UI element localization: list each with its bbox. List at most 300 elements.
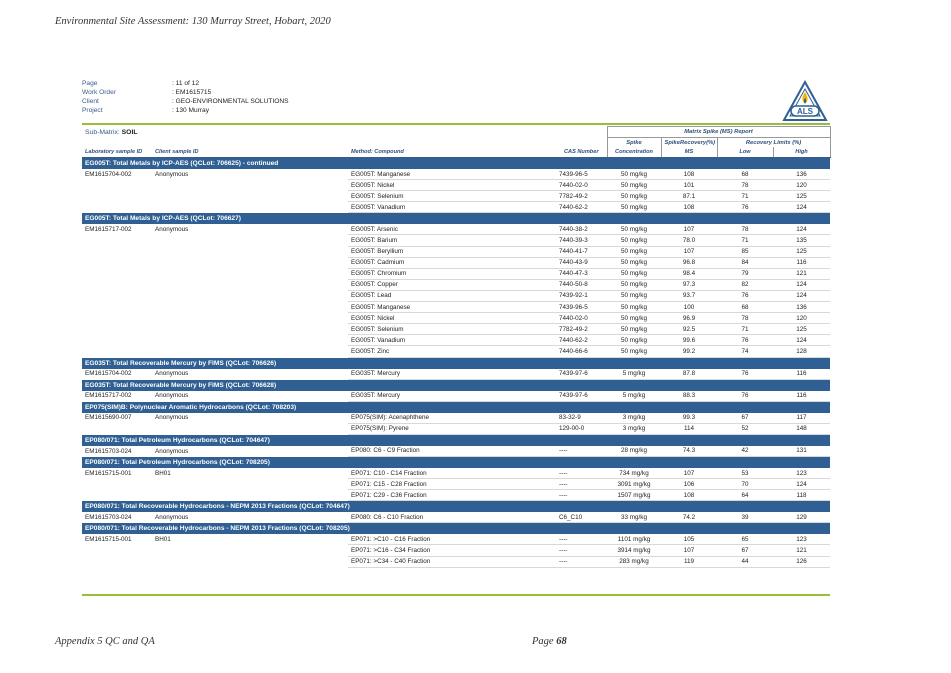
table-row	[82, 180, 830, 191]
lab-id-cell	[82, 279, 152, 290]
lab-id-cell: EM1615715-001	[85, 469, 132, 477]
table-row	[82, 224, 830, 235]
cas-cell: 7439-96-5	[556, 169, 607, 180]
table-row	[82, 346, 830, 357]
table-row	[82, 279, 830, 290]
header-row-mid	[82, 138, 830, 148]
concentration-cell: 33 mg/kg	[607, 512, 661, 523]
section-title: EP080/071: Total Petroleum Hydrocarbons (QCLot: 704647)	[82, 434, 830, 446]
client-id-cell	[152, 235, 348, 246]
lab-id-cell	[82, 346, 152, 357]
header-ms: MS	[661, 147, 717, 158]
concentration-cell: 3 mg/kg	[607, 423, 661, 434]
method-cell: EG035T: Mercury	[348, 369, 556, 380]
high-cell: 124	[773, 202, 830, 213]
client-id-cell	[152, 202, 348, 213]
ms-cell: 107	[661, 545, 717, 556]
ms-cell: 106	[661, 479, 717, 490]
high-cell: 121	[773, 545, 830, 556]
ms-cell: 107	[661, 468, 717, 479]
table-row	[82, 534, 830, 545]
cas-cell: ----	[556, 545, 607, 556]
section-header-row	[82, 434, 830, 446]
method-cell: EG005T: Cadmium	[348, 257, 556, 268]
concentration-cell: 5 mg/kg	[607, 369, 661, 380]
header-cas: CAS Number	[556, 147, 607, 158]
table-row	[82, 191, 830, 202]
header-concentration: Concentration	[607, 147, 661, 158]
low-cell: 76	[717, 335, 773, 346]
method-cell: EG005T: Selenium	[348, 324, 556, 335]
concentration-cell: 734 mg/kg	[607, 468, 661, 479]
lab-id-cell	[82, 313, 152, 324]
section-title: EP080/071: Total Recoverable Hydrocarbons - NEPM 2013 Fractions (QCLot: 704647)	[82, 501, 830, 513]
ms-cell: 99.3	[661, 413, 717, 424]
als-logo-icon	[782, 80, 828, 122]
table-row	[82, 369, 830, 380]
section-header-row	[82, 523, 830, 535]
low-cell: 39	[717, 512, 773, 523]
lab-id-cell: EM1615704-002	[85, 370, 132, 378]
header-high: High	[773, 147, 830, 158]
table-row	[82, 413, 830, 424]
low-cell: 70	[717, 479, 773, 490]
method-cell: EP071: >C34 - C40 Fraction	[348, 556, 556, 567]
document-footer-left: Appendix 5 QC and QA	[55, 636, 155, 647]
method-cell: EP071: >C10 - C16 Fraction	[348, 534, 556, 545]
high-cell: 124	[773, 290, 830, 301]
lab-id-cell	[82, 191, 152, 202]
header-row	[82, 147, 830, 158]
cas-cell: 7440-43-9	[556, 257, 607, 268]
high-cell: 116	[773, 369, 830, 380]
bottom-rule	[82, 594, 830, 596]
client-id-cell	[152, 313, 348, 324]
low-cell: 76	[717, 202, 773, 213]
ms-cell: 105	[661, 534, 717, 545]
cas-cell: 7440-39-3	[556, 235, 607, 246]
high-cell: 126	[773, 556, 830, 567]
concentration-cell: 50 mg/kg	[607, 268, 661, 279]
table-row	[82, 490, 830, 501]
table-row	[82, 545, 830, 556]
logo-text: ALS	[797, 107, 813, 116]
header-spike-recovery: SpikeRecovery(%)	[661, 138, 717, 148]
low-cell: 68	[717, 169, 773, 180]
high-cell: 118	[773, 490, 830, 501]
client-id-cell: BH01	[155, 536, 171, 544]
lab-id-cell	[82, 556, 152, 567]
table-row	[82, 235, 830, 246]
cas-cell: 7440-41-7	[556, 246, 607, 257]
lab-id-cell	[82, 246, 152, 257]
cas-cell: 7440-38-2	[556, 224, 607, 235]
concentration-cell: 1507 mg/kg	[607, 490, 661, 501]
table-row	[82, 169, 830, 180]
submatrix-value: SOIL	[121, 128, 138, 136]
low-cell: 68	[717, 302, 773, 313]
cas-cell: C6_C10	[556, 512, 607, 523]
ms-cell: 96.9	[661, 313, 717, 324]
lab-id-cell	[82, 324, 152, 335]
client-id-cell	[152, 479, 348, 490]
high-cell: 125	[773, 191, 830, 202]
footer-page-number: 68	[556, 636, 567, 647]
table-row	[82, 290, 830, 301]
qc-report	[82, 80, 830, 600]
report-meta	[82, 80, 289, 116]
cas-cell: 7440-66-6	[556, 346, 607, 357]
table-row	[82, 257, 830, 268]
meta-value: : EM1615715	[172, 89, 212, 96]
lab-id-cell	[82, 257, 152, 268]
low-cell: 64	[717, 490, 773, 501]
low-cell: 76	[717, 369, 773, 380]
method-cell: EP071: C10 - C14 Fraction	[348, 468, 556, 479]
high-cell: 125	[773, 324, 830, 335]
method-cell: EG005T: Nickel	[348, 313, 556, 324]
method-cell: EG005T: Barium	[348, 235, 556, 246]
ms-cell: 98.4	[661, 268, 717, 279]
method-cell: EG005T: Zinc	[348, 346, 556, 357]
header-method: Method: Compound	[348, 147, 556, 158]
ms-cell: 97.3	[661, 279, 717, 290]
lab-id-cell	[82, 423, 152, 434]
concentration-cell: 3091 mg/kg	[607, 479, 661, 490]
lab-id-cell	[82, 180, 152, 191]
meta-value: : 130 Murray	[172, 107, 210, 114]
low-cell: 67	[717, 413, 773, 424]
client-id-cell	[152, 279, 348, 290]
meta-row	[82, 98, 289, 107]
concentration-cell: 50 mg/kg	[607, 302, 661, 313]
high-cell: 124	[773, 224, 830, 235]
lab-id-cell: EM1615703-024	[85, 514, 132, 522]
method-cell: EG005T: Copper	[348, 279, 556, 290]
cas-cell: ----	[556, 490, 607, 501]
concentration-cell: 3914 mg/kg	[607, 545, 661, 556]
client-id-cell	[152, 324, 348, 335]
method-cell: EP071: C29 - C36 Fraction	[348, 490, 556, 501]
section-header-row	[82, 158, 830, 170]
method-cell: EG005T: Vanadium	[348, 335, 556, 346]
table-row	[82, 479, 830, 490]
concentration-cell: 50 mg/kg	[607, 346, 661, 357]
lab-id-cell: EM1615717-002	[85, 392, 132, 400]
table-body	[82, 158, 830, 568]
client-id-cell	[152, 556, 348, 567]
concentration-cell: 50 mg/kg	[607, 224, 661, 235]
method-cell: EG005T: Manganese	[348, 302, 556, 313]
high-cell: 116	[773, 391, 830, 402]
low-cell: 44	[717, 556, 773, 567]
ms-cell: 114	[661, 423, 717, 434]
low-cell: 65	[717, 534, 773, 545]
method-cell: EP080: C6 - C9 Fraction	[348, 446, 556, 457]
high-cell: 120	[773, 313, 830, 324]
concentration-cell: 50 mg/kg	[607, 290, 661, 301]
ms-cell: 99.6	[661, 335, 717, 346]
table-row	[82, 556, 830, 567]
method-cell: EP075(SIM): Acenaphthene	[348, 413, 556, 424]
header-spike: Spike	[607, 138, 661, 148]
client-id-cell	[152, 423, 348, 434]
table-row	[82, 246, 830, 257]
meta-row	[82, 80, 289, 89]
method-cell: EG035T: Mercury	[348, 391, 556, 402]
ms-cell: 108	[661, 490, 717, 501]
concentration-cell: 50 mg/kg	[607, 313, 661, 324]
top-rule	[82, 123, 830, 125]
client-id-cell	[152, 290, 348, 301]
client-id-cell: Anonymous	[155, 170, 189, 178]
lab-id-cell	[82, 302, 152, 313]
meta-value: : 11 of 12	[172, 80, 200, 87]
cas-cell: 7439-97-6	[556, 391, 607, 402]
concentration-cell: 28 mg/kg	[607, 446, 661, 457]
ms-cell: 74.2	[661, 512, 717, 523]
table-row	[82, 468, 830, 479]
high-cell: 121	[773, 268, 830, 279]
client-id-cell: Anonymous	[155, 514, 189, 522]
lab-id-cell	[82, 290, 152, 301]
client-id-cell	[152, 268, 348, 279]
concentration-cell: 50 mg/kg	[607, 324, 661, 335]
ms-cell: 78.0	[661, 235, 717, 246]
cas-cell: 7440-62-2	[556, 202, 607, 213]
method-cell: EG005T: Nickel	[348, 180, 556, 191]
method-cell: EG005T: Lead	[348, 290, 556, 301]
high-cell: 124	[773, 279, 830, 290]
ms-cell: 101	[661, 180, 717, 191]
header-lab-id: Laboratory sample ID	[82, 147, 152, 158]
ms-cell: 119	[661, 556, 717, 567]
table-row	[82, 202, 830, 213]
table-row	[82, 391, 830, 402]
ms-cell: 88.3	[661, 391, 717, 402]
concentration-cell: 50 mg/kg	[607, 335, 661, 346]
high-cell: 131	[773, 446, 830, 457]
lab-id-cell	[82, 545, 152, 556]
ms-cell: 87.8	[661, 369, 717, 380]
lab-id-cell	[82, 490, 152, 501]
cas-cell: ----	[556, 479, 607, 490]
meta-value: : GEO-ENVIRONMENTAL SOLUTIONS	[172, 98, 289, 105]
ms-cell: 99.2	[661, 346, 717, 357]
client-id-cell	[152, 545, 348, 556]
concentration-cell: 50 mg/kg	[607, 169, 661, 180]
client-id-cell	[152, 191, 348, 202]
low-cell: 85	[717, 246, 773, 257]
meta-label: Page	[82, 80, 98, 87]
ms-cell: 107	[661, 224, 717, 235]
section-title: EP080/071: Total Recoverable Hydrocarbons - NEPM 2013 Fractions (QCLot: 708205)	[82, 523, 830, 535]
lab-id-cell: EM1615715-001	[85, 536, 132, 544]
concentration-cell: 1101 mg/kg	[607, 534, 661, 545]
high-cell: 123	[773, 468, 830, 479]
section-title: EG005T: Total Metals by ICP-AES (QCLot: 706625) - continued	[82, 158, 830, 170]
low-cell: 84	[717, 257, 773, 268]
section-header-row	[82, 401, 830, 413]
table-row	[82, 324, 830, 335]
high-cell: 128	[773, 346, 830, 357]
table-row	[82, 313, 830, 324]
concentration-cell: 50 mg/kg	[607, 246, 661, 257]
low-cell: 78	[717, 313, 773, 324]
method-cell: EP075(SIM): Pyrene	[348, 423, 556, 434]
client-id-cell: BH01	[155, 469, 171, 477]
low-cell: 71	[717, 235, 773, 246]
low-cell: 76	[717, 391, 773, 402]
client-id-cell	[152, 346, 348, 357]
method-cell: EG005T: Beryllium	[348, 246, 556, 257]
high-cell: 129	[773, 512, 830, 523]
lab-id-cell	[82, 479, 152, 490]
high-cell: 136	[773, 169, 830, 180]
table-row	[82, 302, 830, 313]
meta-label: Client	[82, 98, 99, 105]
cas-cell: 7440-50-8	[556, 279, 607, 290]
table-row	[82, 268, 830, 279]
method-cell: EG005T: Selenium	[348, 191, 556, 202]
ms-cell: 87.1	[661, 191, 717, 202]
concentration-cell: 50 mg/kg	[607, 235, 661, 246]
header-low: Low	[717, 147, 773, 158]
cas-cell: 129-00-0	[556, 423, 607, 434]
lab-id-cell: EM1615690-007	[85, 414, 132, 422]
low-cell: 67	[717, 545, 773, 556]
meta-label: Work Order	[82, 89, 116, 96]
section-title: EP075(SIM)B: Polynuclear Aromatic Hydrocarbons (QCLot: 708203)	[82, 401, 830, 413]
client-id-cell	[152, 335, 348, 346]
cas-cell: ----	[556, 446, 607, 457]
header-recovery-limits: Recovery Limits (%)	[717, 138, 830, 148]
section-header-row	[82, 379, 830, 391]
section-title: EG035T: Total Recoverable Mercury by FIMS (QCLot: 706626)	[82, 357, 830, 369]
method-cell: EG005T: Chromium	[348, 268, 556, 279]
header-client-id: Client sample ID	[152, 147, 348, 158]
lab-id-cell	[82, 235, 152, 246]
concentration-cell: 5 mg/kg	[607, 391, 661, 402]
lab-id-cell	[82, 202, 152, 213]
ms-cell: 93.7	[661, 290, 717, 301]
client-id-cell	[152, 302, 348, 313]
high-cell: 123	[773, 534, 830, 545]
lab-id-cell	[82, 268, 152, 279]
table-row	[82, 423, 830, 434]
ms-cell: 108	[661, 202, 717, 213]
lab-id-cell: EM1615717-002	[85, 226, 132, 234]
header-row-top	[82, 127, 830, 138]
client-id-cell: Anonymous	[155, 226, 189, 234]
footer-page-label: Page	[532, 636, 554, 647]
concentration-cell: 50 mg/kg	[607, 191, 661, 202]
client-id-cell	[152, 180, 348, 191]
client-id-cell: Anonymous	[155, 447, 189, 455]
ms-cell: 96.8	[661, 257, 717, 268]
lab-id-cell: EM1615704-002	[85, 170, 132, 178]
ms-cell: 100	[661, 302, 717, 313]
section-title: EG005T: Total Metals by ICP-AES (QCLot: 706627)	[82, 213, 830, 225]
cas-cell: ----	[556, 556, 607, 567]
client-id-cell: Anonymous	[155, 392, 189, 400]
low-cell: 42	[717, 446, 773, 457]
meta-row	[82, 89, 289, 98]
cas-cell: 7440-62-2	[556, 335, 607, 346]
meta-row	[82, 107, 289, 116]
client-id-cell: Anonymous	[155, 414, 189, 422]
method-cell: EG005T: Arsenic	[348, 224, 556, 235]
high-cell: 135	[773, 235, 830, 246]
high-cell: 117	[773, 413, 830, 424]
concentration-cell: 50 mg/kg	[607, 279, 661, 290]
client-id-cell	[152, 257, 348, 268]
ms-cell: 92.5	[661, 324, 717, 335]
low-cell: 76	[717, 290, 773, 301]
cas-cell: 7782-49-2	[556, 324, 607, 335]
concentration-cell: 50 mg/kg	[607, 257, 661, 268]
ms-cell: 74.3	[661, 446, 717, 457]
concentration-cell: 50 mg/kg	[607, 180, 661, 191]
low-cell: 82	[717, 279, 773, 290]
group-header-ms-report: Matrix Spike (MS) Report	[607, 127, 830, 138]
meta-label: Project	[82, 107, 103, 114]
client-id-cell	[152, 246, 348, 257]
low-cell: 78	[717, 180, 773, 191]
high-cell: 148	[773, 423, 830, 434]
lab-id-cell	[82, 335, 152, 346]
cas-cell: 7782-49-2	[556, 191, 607, 202]
low-cell: 78	[717, 224, 773, 235]
document-footer-page	[532, 636, 567, 647]
lab-id-cell: EM1615703-024	[85, 447, 132, 455]
concentration-cell: 50 mg/kg	[607, 202, 661, 213]
section-header-row	[82, 456, 830, 468]
cas-cell: 83-32-9	[556, 413, 607, 424]
high-cell: 136	[773, 302, 830, 313]
low-cell: 79	[717, 268, 773, 279]
cas-cell: 7440-02-0	[556, 180, 607, 191]
cas-cell: 7439-97-6	[556, 369, 607, 380]
submatrix	[82, 127, 152, 138]
table-row	[82, 335, 830, 346]
low-cell: 71	[717, 324, 773, 335]
section-title: EG035T: Total Recoverable Mercury by FIMS (QCLot: 706628)	[82, 379, 830, 391]
low-cell: 74	[717, 346, 773, 357]
low-cell: 71	[717, 191, 773, 202]
section-header-row	[82, 213, 830, 225]
method-cell: EP080: C6 - C10 Fraction	[348, 512, 556, 523]
matrix-spike-table	[82, 126, 831, 568]
method-cell: EP071: C15 - C28 Fraction	[348, 479, 556, 490]
section-header-row	[82, 501, 830, 513]
concentration-cell: 3 mg/kg	[607, 413, 661, 424]
client-id-cell: Anonymous	[155, 370, 189, 378]
method-cell: EG005T: Vanadium	[348, 202, 556, 213]
high-cell: 120	[773, 180, 830, 191]
submatrix-label: Sub-Matrix:	[85, 128, 120, 136]
high-cell: 124	[773, 479, 830, 490]
high-cell: 124	[773, 335, 830, 346]
cas-cell: ----	[556, 534, 607, 545]
cas-cell: ----	[556, 468, 607, 479]
ms-cell: 108	[661, 169, 717, 180]
table-row	[82, 446, 830, 457]
low-cell: 52	[717, 423, 773, 434]
high-cell: 125	[773, 246, 830, 257]
high-cell: 116	[773, 257, 830, 268]
cas-cell: 7439-92-1	[556, 290, 607, 301]
